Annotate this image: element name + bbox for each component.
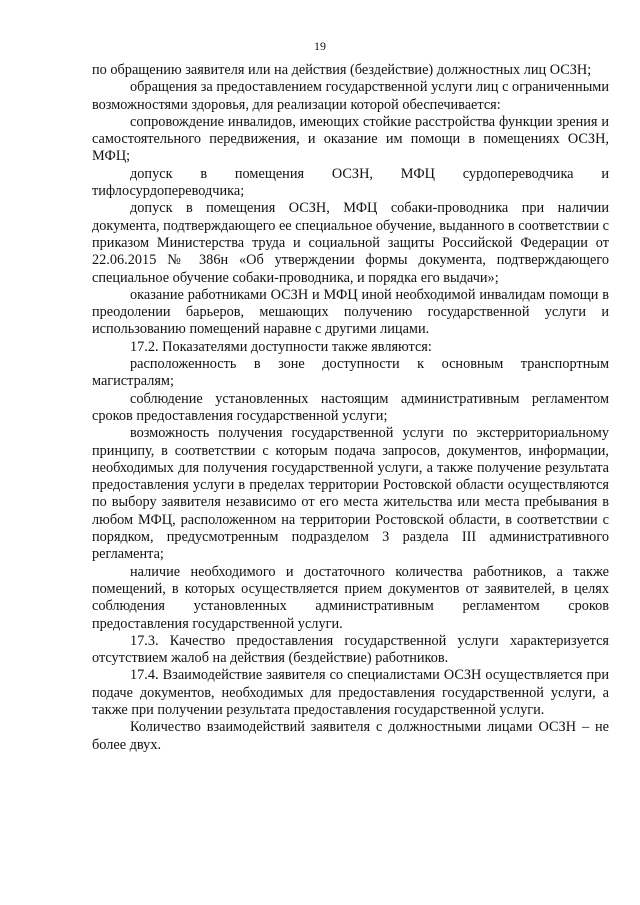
paragraph-deadlines: соблюдение установленных настоящим административным регламентом сроков предоставления государственной услуги; <box>92 390 609 424</box>
document-body <box>92 62 609 754</box>
paragraph-complaint-continuation: по обращению заявителя или на действия (бездействие) должностных лиц ОСЗН; <box>92 62 592 78</box>
paragraph-17-4-interaction: 17.4. Взаимодействие заявителя со специалистами ОСЗН осуществляется при подаче документов, необходимых для предоставления государственной услуги, а также при получении результата предоставления государственной услуги. <box>92 667 609 718</box>
page-number: 19 <box>314 39 326 53</box>
paragraph-17-2-heading: 17.2. Показателями доступности также являются: <box>130 338 432 355</box>
paragraph-escort: сопровождение инвалидов, имеющих стойкие расстройства функции зрения и самостоятельного передвижения, и оказание им помощи в помещениях ОСЗН, МФЦ; <box>92 113 609 165</box>
paragraph-17-3-quality: 17.3. Качество предоставления государственной услуги характеризуется отсутствием жалоб на действия (бездействие) работников. <box>92 632 609 667</box>
paragraph-extraterritorial: возможность получения государственной услуги по экстерриториальному принципу, в соответствии с которым подача запросов, документов, информации, необходимых для получения государственной услуги, а также получение результата предоставления услуги в пределах территории Ростовской области осуществляются по выбору заявителя независимо от его места жительства или места пребывания в любом МФЦ, расположенном на территории Ростовской области, в соответствии с порядком, предусмотренным подразделом 3 раздела III административного регламента; <box>92 425 609 563</box>
paragraph-disabled-access: обращения за предоставлением государственной услуги лиц с ограниченными возможностями здоровья, для реализации которой обеспечивается: <box>92 79 609 113</box>
paragraph-guide-dog: допуск в помещения ОСЗН, МФЦ собаки-проводника при наличии документа, подтверждающего ее специальное обучение, выданного в соответствии с приказом Министерства труда и социальной защиты Российской Федерации от 22.06.2015 № 386н «Об утверждении формы документа, подтверждающего специальное обучение собаки-проводника, и порядка его выдачи»; <box>92 200 609 286</box>
paragraph-transport: расположенность в зоне доступности к основным транспортным магистралям; <box>92 356 609 390</box>
paragraph-sign-interpreter: допуск в помещения ОСЗН, МФЦ сурдопереводчика и тифлосурдопереводчика; <box>92 165 609 200</box>
paragraph-staff-premises: наличие необходимого и достаточного количества работников, а также помещений, в которых осуществляется прием документов от заявителей, в целях соблюдения установленных административным регламентом сроков предоставления государственной услуги. <box>92 563 609 632</box>
paragraph-staff-assistance: оказание работниками ОСЗН и МФЦ иной необходимой инвалидам помощи в преодолении барьеров, мешающих получению государственной услуги и использованию помещений наравне с другими лицами. <box>92 286 609 338</box>
paragraph-interaction-count: Количество взаимодействий заявителя с должностными лицами ОСЗН – не более двух. <box>92 719 609 753</box>
